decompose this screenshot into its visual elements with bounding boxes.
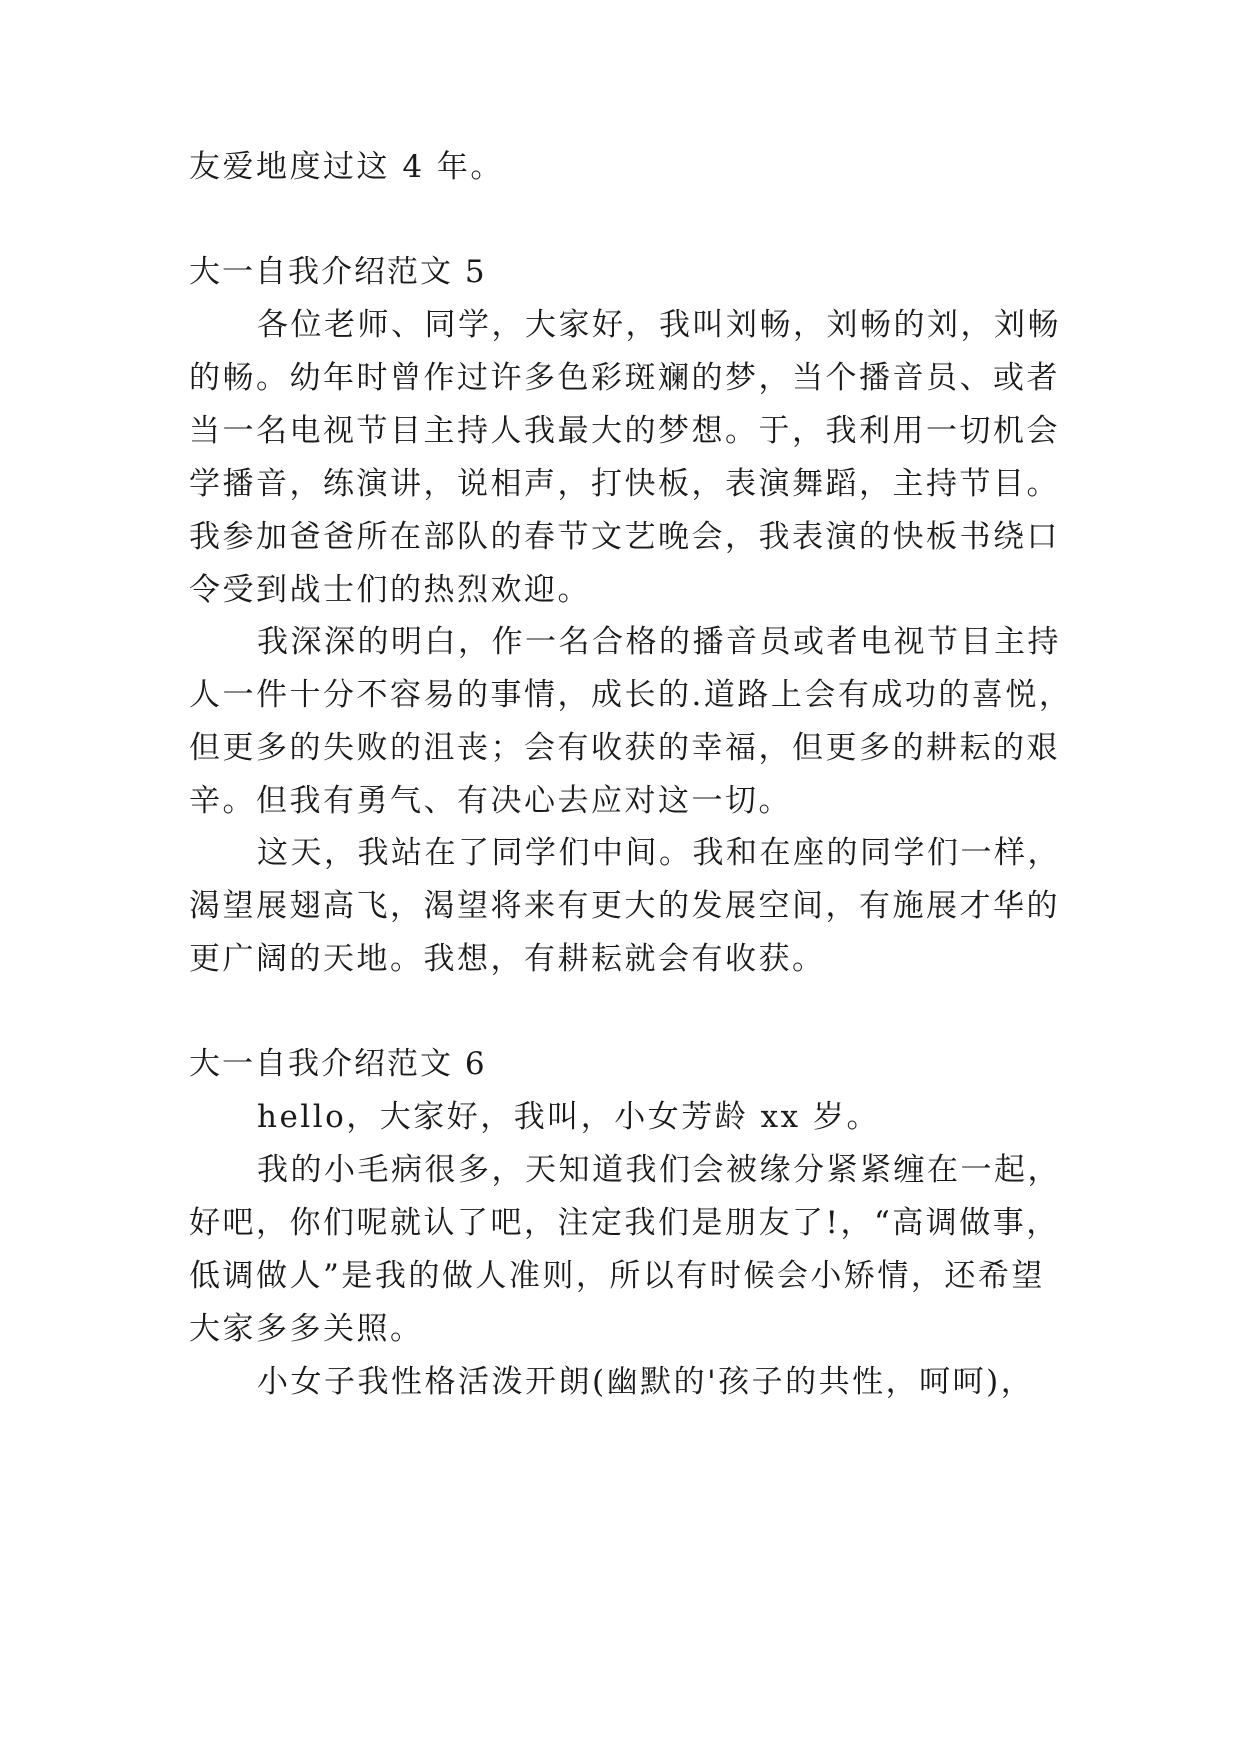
text-line: 更广阔的天地。我想，有耕耘就会有收获。	[189, 941, 826, 977]
section-heading: 大一自我介绍范文 6	[189, 1046, 487, 1082]
text-line: 学播音，练演讲，说相声，打快板，表演舞蹈，主持节目。	[189, 466, 1060, 502]
text-line: 渴望展翅高飞，渴望将来有更大的发展空间，有施展才华的	[189, 888, 1060, 924]
text-line: 大家多多关照。	[189, 1311, 424, 1347]
text-line: 辛。但我有勇气、有决心去应对这一切。	[189, 783, 792, 819]
text-line: 令受到战士们的热烈欢迎。	[189, 572, 591, 608]
text-line: 我深深的明白，作一名合格的播音员或者电视节目主持	[257, 624, 1061, 660]
text-line: hello，大家好，我叫，小女芳龄 xx 岁。	[257, 1099, 880, 1135]
text-line: 当一名电视节目主持人我最大的梦想。于，我利用一切机会	[189, 413, 1060, 449]
text-line: 低调做人”是我的做人准则，所以有时候会小矫情，还希望	[189, 1258, 1045, 1294]
section-heading: 大一自我介绍范文 5	[189, 254, 487, 290]
text-line: 好吧，你们呢就认了吧，注定我们是朋友了!，“高调做事，	[189, 1205, 1060, 1241]
text-line: 但更多的失败的沮丧；会有收获的幸福，但更多的耕耘的艰	[189, 730, 1060, 766]
text-line: 人一件十分不容易的事情，成长的.道路上会有成功的喜悦，	[189, 677, 1073, 713]
text-line: 的畅。幼年时曾作过许多色彩斑斓的梦，当个播音员、或者	[189, 360, 1060, 396]
text-line: 我参加爸爸所在部队的春节文艺晚会，我表演的快板书绕口	[189, 519, 1060, 555]
text-line: 这天，我站在了同学们中间。我和在座的同学们一样，	[257, 835, 1061, 871]
text-line: 小女子我性格活泼开朗(幽默的'孩子的共性，呵呵)，	[257, 1364, 1035, 1400]
text-line: 我的小毛病很多，天知道我们会被缘分紧紧缠在一起，	[257, 1152, 1061, 1188]
text-line: 友爱地度过这 4 年。	[189, 149, 504, 185]
text-line: 各位老师、同学，大家好，我叫刘畅，刘畅的刘，刘畅	[257, 307, 1061, 343]
